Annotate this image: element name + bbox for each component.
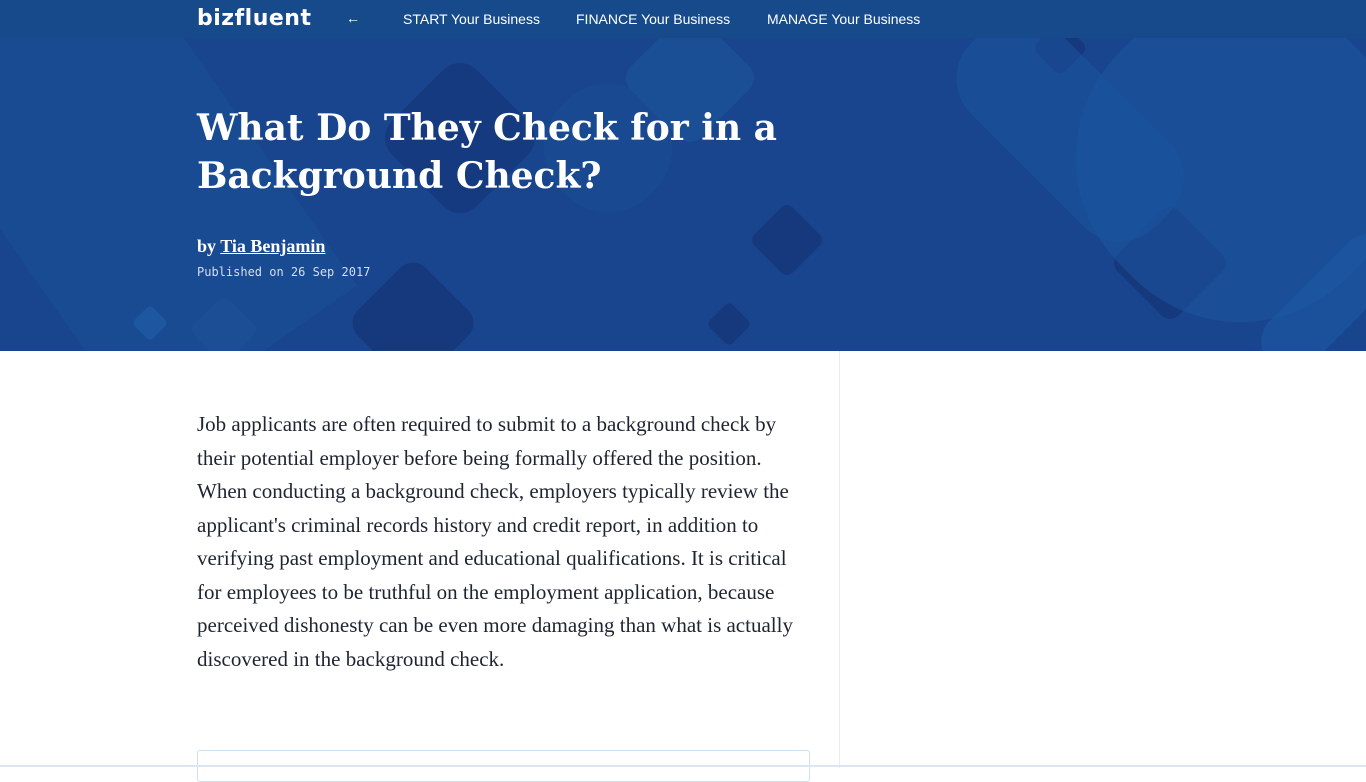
byline-prefix: by	[197, 236, 217, 256]
sidebar-divider	[839, 351, 840, 768]
article-title: What Do They Check for in a Background Check?	[197, 107, 778, 197]
nav-link-start-your-business[interactable]: START Your Business	[403, 11, 540, 27]
nav-link-finance-your-business[interactable]: FINANCE Your Business	[576, 11, 731, 27]
bizfluent-logo[interactable]: bizfluent	[197, 6, 312, 31]
bottom-border-line	[0, 765, 1366, 767]
article-byline	[197, 235, 325, 257]
article-content-area	[0, 351, 1366, 768]
article-hero-banner	[0, 38, 1366, 351]
back-arrow-icon[interactable]: ←	[346, 10, 360, 26]
published-date: Published on 26 Sep 2017	[197, 265, 371, 279]
top-navigation-bar	[0, 0, 1366, 38]
nav-link-manage-your-business[interactable]: MANAGE Your Business	[767, 11, 921, 27]
article-intro-paragraph: Job applicants are often required to submit to a background check by their potential employer before being formally offered the position. When conducting a background check, employers typically review the applicant's criminal records history and credit report, in addition to verifying past employment and educational qualifications. It is critical for employees to be truthful on the employment application, because perceived dishonesty can be even more damaging than what is actually discovered in the background check.	[197, 412, 793, 671]
author-link[interactable]: Tia Benjamin	[220, 236, 326, 256]
